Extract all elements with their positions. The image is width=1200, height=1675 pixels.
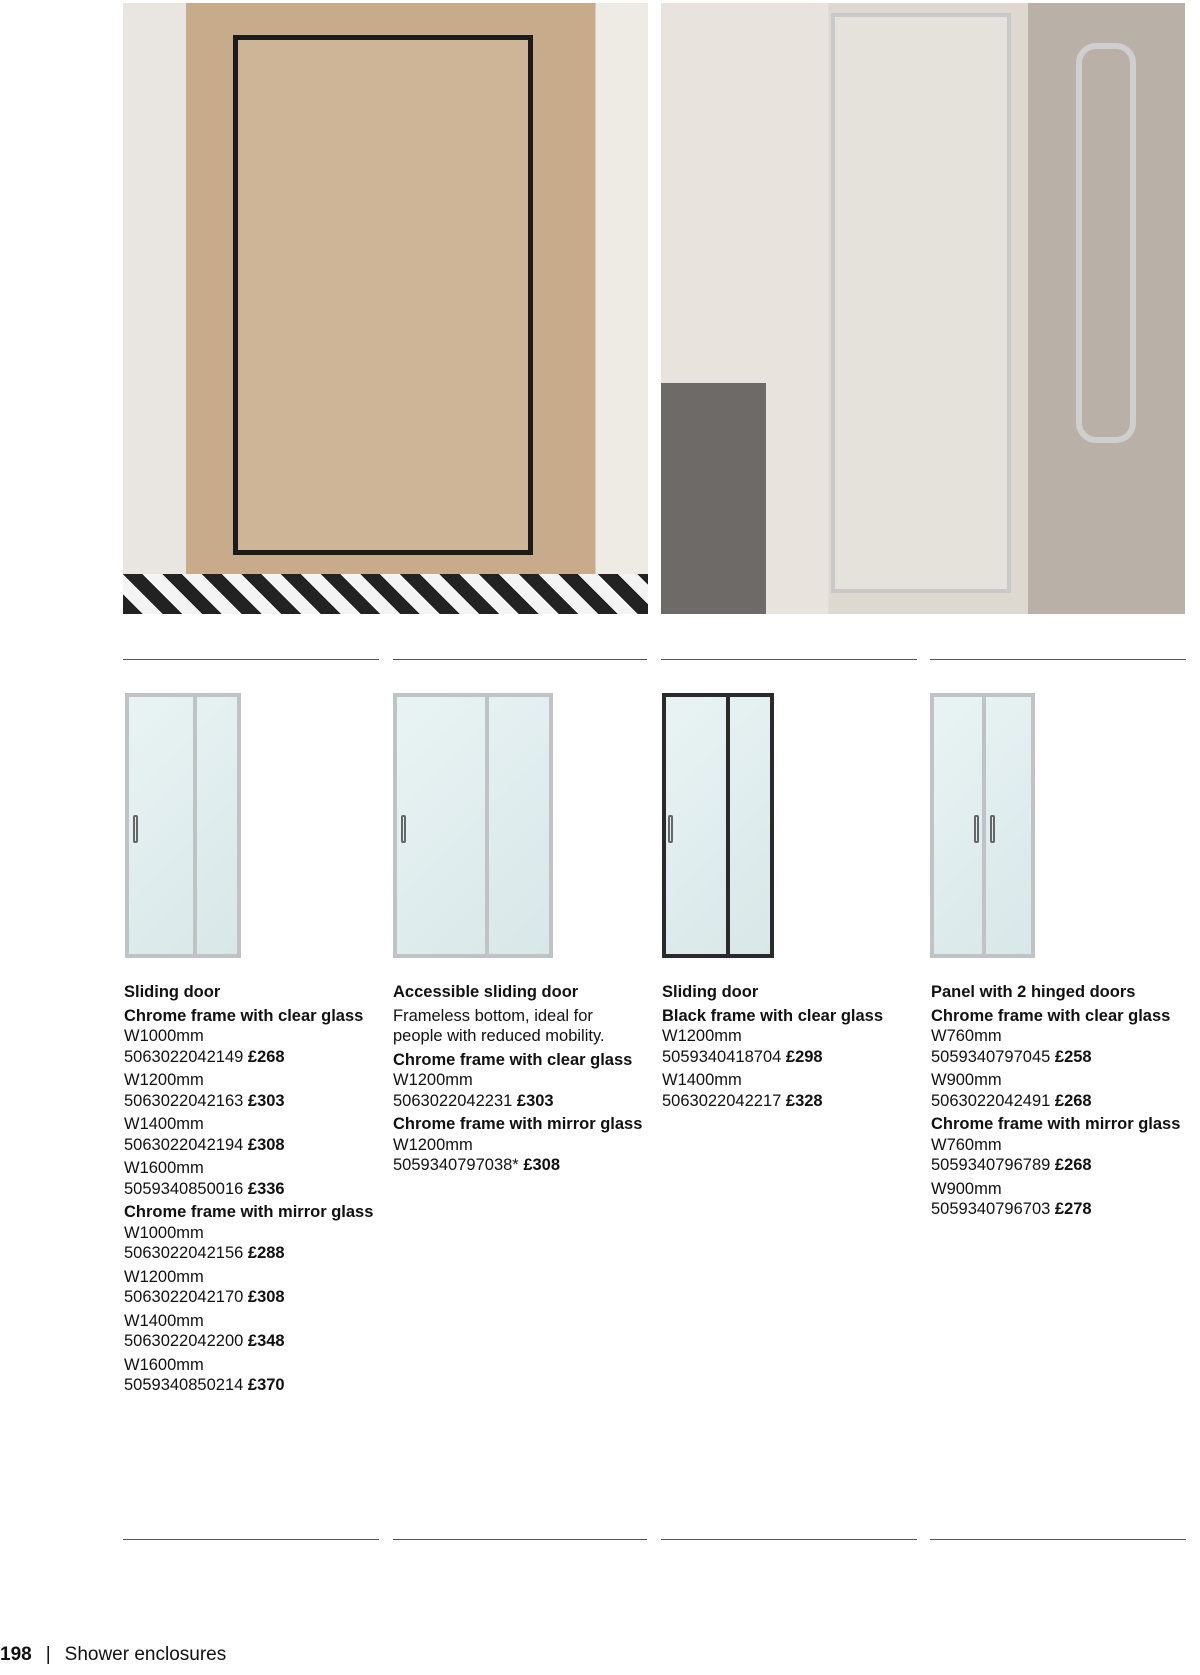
product-sliding-door-chrome bbox=[124, 982, 374, 1396]
divider bbox=[393, 1539, 647, 1540]
towel-radiator bbox=[1076, 43, 1136, 443]
divider bbox=[661, 1539, 917, 1540]
product-title: Panel with 2 hinged doors bbox=[931, 983, 1136, 1001]
variant: W1000mm 5063022042149 £268 bbox=[124, 1027, 285, 1066]
product-accessible-sliding-door bbox=[393, 982, 643, 1176]
vanity-unit bbox=[661, 383, 766, 614]
product-image-accessible-sliding-door bbox=[393, 693, 553, 958]
chrome-shower-frame bbox=[831, 13, 1011, 593]
bathroom-photo-chrome-hinged-doors bbox=[661, 3, 1185, 614]
product-image-sliding-door-chrome bbox=[125, 693, 241, 958]
variant: W1600mm 5059340850016 £336 bbox=[124, 1159, 285, 1198]
product-image-hinged-doors bbox=[930, 693, 1035, 958]
product-description: Frameless bottom, ideal for people with reduced mobility. bbox=[393, 1006, 605, 1045]
divider bbox=[123, 659, 379, 660]
variant: W1400mm 5063022042200 £348 bbox=[124, 1311, 285, 1350]
variant: W1400mm 5063022042194 £308 bbox=[124, 1115, 285, 1154]
finish-label: Chrome frame with clear glass bbox=[393, 1050, 633, 1069]
product-title: Sliding door bbox=[662, 983, 759, 1001]
black-shower-frame bbox=[233, 35, 533, 555]
page-footer bbox=[0, 1644, 226, 1666]
product-title: Sliding door bbox=[124, 983, 221, 1001]
finish-label: Black frame with clear glass bbox=[662, 1006, 884, 1025]
product-hinged-doors bbox=[931, 982, 1181, 1220]
variant: W1000mm 5063022042156 £288 bbox=[124, 1223, 285, 1262]
divider bbox=[123, 1539, 379, 1540]
divider bbox=[930, 659, 1186, 660]
variant: W1200mm 5063022042170 £308 bbox=[124, 1267, 285, 1306]
product-image-sliding-door-black bbox=[662, 693, 774, 958]
variant: W760mm 5059340797045 £258 bbox=[931, 1027, 1092, 1066]
variant: W900mm 5063022042491 £268 bbox=[931, 1071, 1092, 1110]
variant: W1200mm 5059340797038* £308 bbox=[393, 1135, 561, 1174]
finish-label: Chrome frame with mirror glass bbox=[931, 1115, 1181, 1133]
finish-label: Chrome frame with mirror glass bbox=[393, 1115, 643, 1133]
finish-label: Chrome frame with clear glass bbox=[124, 1006, 364, 1025]
patterned-floor bbox=[123, 574, 648, 614]
divider bbox=[930, 1539, 1186, 1540]
finish-label: Chrome frame with clear glass bbox=[931, 1006, 1171, 1025]
variant: W1200mm 5063022042231 £303 bbox=[393, 1071, 554, 1110]
divider bbox=[661, 659, 917, 660]
product-sliding-door-black bbox=[662, 982, 912, 1111]
page-number: 198 bbox=[0, 1644, 32, 1665]
footer-separator: | bbox=[45, 1644, 51, 1665]
variant: W1400mm 5063022042217 £328 bbox=[662, 1071, 823, 1110]
variant: W900mm 5059340796703 £278 bbox=[931, 1179, 1092, 1218]
bathroom-photo-black-sliding-door bbox=[123, 3, 648, 614]
divider bbox=[393, 659, 647, 660]
finish-label: Chrome frame with mirror glass bbox=[124, 1203, 374, 1221]
variant: W1200mm 5059340418704 £298 bbox=[662, 1027, 823, 1066]
section-title: Shower enclosures bbox=[64, 1644, 227, 1665]
product-title: Accessible sliding door bbox=[393, 983, 579, 1001]
variant: W760mm 5059340796789 £268 bbox=[931, 1135, 1092, 1174]
variant: W1200mm 5063022042163 £303 bbox=[124, 1071, 285, 1110]
variant: W1600mm 5059340850214 £370 bbox=[124, 1355, 285, 1394]
